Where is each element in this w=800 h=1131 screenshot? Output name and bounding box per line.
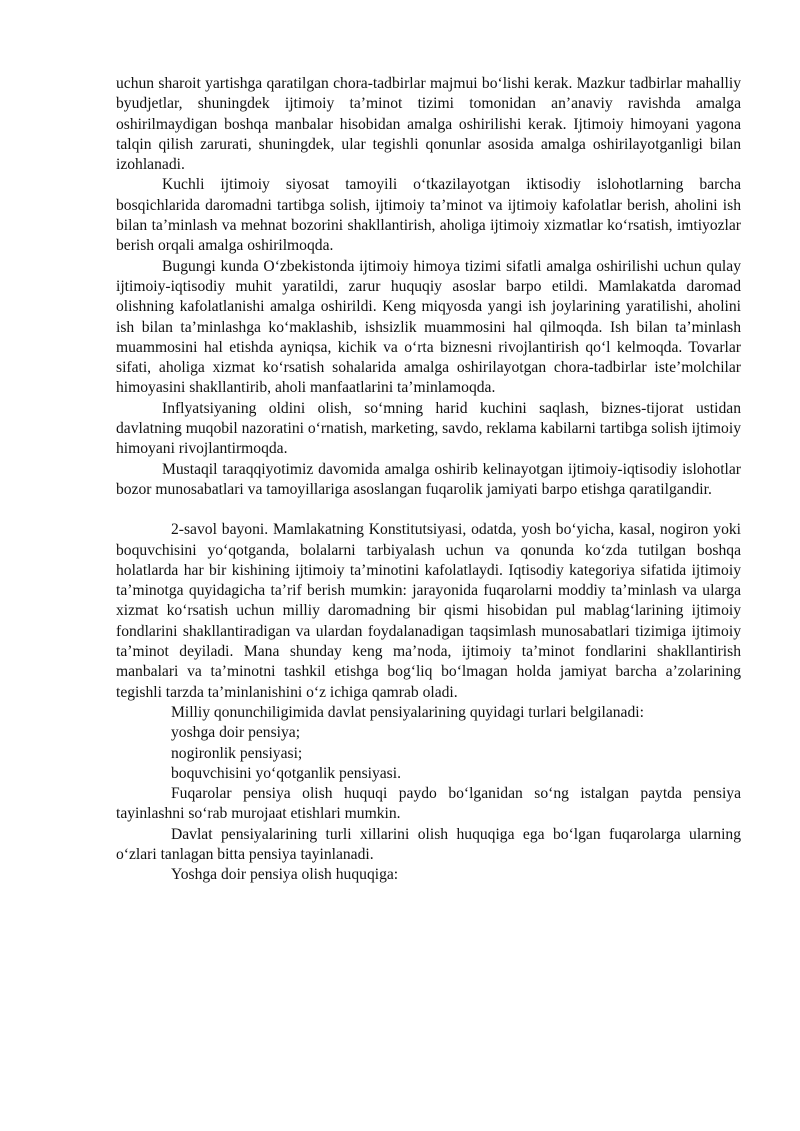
paragraph-pension-application: Fuqarolar pensiya olish huquqi paydo bo‘lganidan so‘ng istalgan paytda pensiya tayinlashni so‘rab murojaat etishlari mumkin. <box>116 785 741 823</box>
paragraph-single-pension: Davlat pensiyalarining turli xillarini olish huquqiga ega bo‘lgan fuqarolarga ularning o‘zlari tanlagan bitta pensiya tayinlanadi. <box>116 825 741 863</box>
list-item-survivor-pension: boquvchisini yo‘qotganlik pensiyasi. <box>171 764 401 782</box>
paragraph-independence-reforms: Mustaqil taraqqiyotimiz davomida amalga oshirib kelinayotgan ijtimoiy-iqtisodiy islohotlar bozor munosabatlari va tamoyillariga asoslangan fuqarolik jamiyati barpo etishga qaratilgandir. <box>116 460 741 498</box>
paragraph-social-policy: Kuchli ijtimoiy siyosat tamoyili o‘tkazilayotgan iktisodiy islohotlarning barcha bosqichlarida daromadni tartibga solish, ijtimoiy ta’minot va ijtimoiy kafolatlar berish, aholini ish bilan ta’minlash va mehnat bozorini shakllantirish, aholiga ijtimoiy xizmatlar ko‘rsatish, imtiyozlar berish orqali amalga oshirilmoqda. <box>116 176 741 255</box>
paragraph-age-pension-right: Yoshga doir pensiya olish huquqiga: <box>171 866 399 884</box>
document-page <box>116 74 741 886</box>
paragraph-question-2: 2-savol bayoni. Mamlakatning Konstitutsiyasi, odatda, yosh bo‘yicha, kasal, nogiron yoki boquvchisini yo‘qotganda, bolalarni tarbiyalash uchun va qonunda ko‘zda tutilgan boshqa holatlarda har bir kishining ijtimoiy ta’minotini kafolatlaydi. Iqtisodiy kategoriya sifatida ijtimoiy ta’minotga quyidagicha ta’rif berish mumkin: jarayonida fuqarolarni moddiy ta’minlash va ularga xizmat ko‘rsatish uchun milliy daromadning bir qismi hisobidan pul mablag‘larining ijtimoiy fondlarini shakllantiradigan va ulardan foydalanadigan taqsimlash munosabatlari tizimiga ijtimoiy ta’minot deyiladi. Mana shunday keng ma’noda, ijtimoiy ta’minot fondlarini shakllantirish manbalari va ta’minotni tashkil etishga bog‘liq bo‘lmagan holda jamiyat barcha a’zolarining tegishli tarzda ta’minlanishini o‘z ichiga qamrab oladi. <box>116 521 741 701</box>
paragraph-uzbekistan-social-protection: Bugungi kunda O‘zbekistonda ijtimoiy himoya tizimi sifatli amalga oshirilishi uchun qulay ijtimoiy-iqtisodiy muhit yaratildi, zarur huquqiy asoslar barpo etildi. Mamlakatda daromad olishning kafolatlanishi amalga oshirildi. Keng miqyosda yangi ish joylarining yaratilishi, aholini ish bilan ta’minlashga ko‘maklashib, ishsizlik muammosini hal qilmoqda. Ish bilan ta’minlash muammosini hal etishda ayniqsa, kichik va o‘rta biznesni rivojlantirish qo‘l kelmoqda. Tovarlar sifati, aholiga xizmat ko‘rsatish sohalarida amalga oshirilayotgan chora-tadbirlar iste’molchilar himoyasini shakllantirib, aholi manfaatlarini ta’minlamoqda. <box>116 257 741 397</box>
list-item-age-pension: yoshga doir pensiya; <box>171 724 301 742</box>
paragraph-gap <box>116 500 741 520</box>
paragraph-pension-types-intro: Milliy qonunchiligimida davlat pensiyalarining quyidagi turlari belgilanadi: <box>171 703 644 721</box>
paragraph-inflation: Inflyatsiyaning oldini olish, so‘mning harid kuchini saqlash, biznes-tijorat ustidan davlatning muqobil nazoratini o‘rnatish, marketing, savdo, reklama kabilarni tartibga solish ijtimoiy himoyani rivojlantirmoqda. <box>116 399 741 458</box>
list-item-disability-pension: nogironlik pensiyasi; <box>171 744 303 762</box>
paragraph-intro-continuation: uchun sharoit yartishga qaratilgan chora-tadbirlar majmui bo‘lishi kerak. Mazkur tadbirlar mahalliy byudjetlar, shuningdek ijtimoiy ta’minot tizimi tomonidan an’anaviy ravishda amalga oshirilmaydigan boshqa manbalar hisobidan amalga oshirilishi kerak. Ijtimoiy himoyani yagona talqin qilish zarurati, shuningdek, ular tegishli qonunlar asosida amalga oshirilayotganligi bilan izohlanadi. <box>116 75 741 174</box>
